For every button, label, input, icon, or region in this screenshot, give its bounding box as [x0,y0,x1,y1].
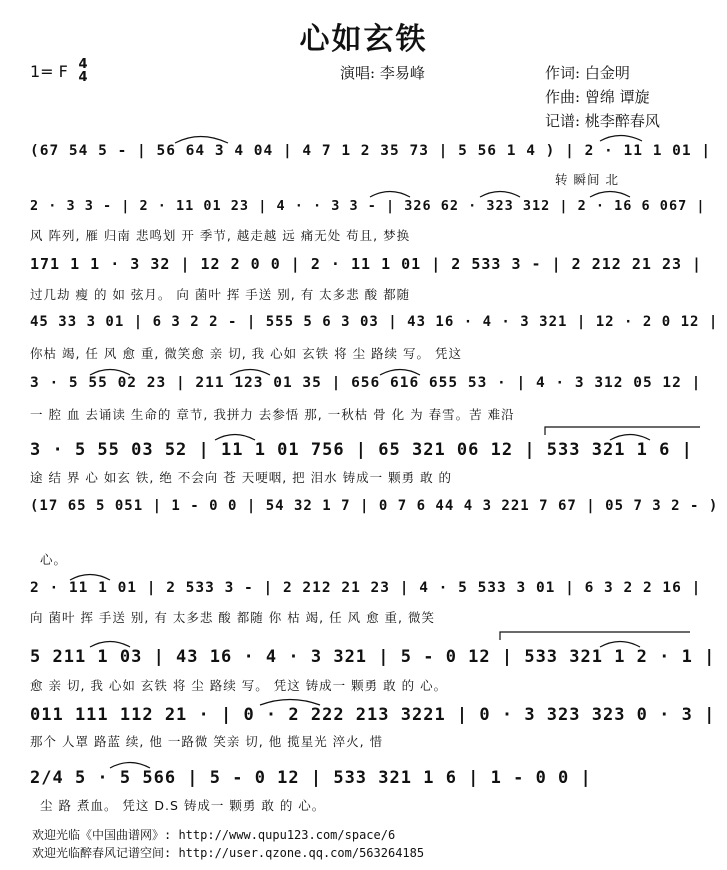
score-row-10-lyrics: 那个 人罩 路蓝 续, 他 一路微 笑亲 切, 他 揽星光 淬火, 惜 [30,734,384,749]
singer: 演唱: 李易峰 [340,64,425,82]
slur [230,370,270,376]
slur [480,192,520,198]
footer-line-1: 欢迎光临《中国曲谱网》: http://www.qupu123.com/space/6 [32,828,396,842]
slur [380,370,420,376]
score-row-8-lyrics: 向 菌叶 挥 手送 别, 有 太多悲 酸 都随 你 枯 竭, 任 风 愈 重, 微笑 [30,610,435,625]
volta-bracket [500,632,690,640]
score-row-5-lyrics: 一 腔 血 去诵读 生命的 章节, 我拼力 去参悟 那, 一秋枯 骨 化 为 春雪。苦 难沿 [30,407,515,422]
slur [90,370,130,376]
score-row-1-notes: (67 54 5 - | 56 64 3 4 04 | 4 7 1 2 35 73 | 5 56 1 4 ) | 2 · 11 1 01 | [30,143,712,159]
slur [215,435,255,441]
score-row-3-notes: 171 1 1 · 3 32 | 12 2 0 0 | 2 · 11 1 01 | 2 533 3 - | 2 212 21 23 | [30,255,703,273]
score-row-9-lyrics: 愈 亲 切, 我 心如 玄铁 将 尘 路续 写。 凭这 铸成一 颗勇 敢 的 心。 [30,678,448,693]
slur [70,575,110,581]
score-row-11-lyrics: 尘 路 煮血。 凭这 D.S 铸成一 颗勇 敢 的 心。 [40,798,326,813]
transcriber: 记谱: 桃李醉春风 [545,112,660,130]
slur [260,700,320,706]
footer-line-2: 欢迎光临醉春风记谱空间: http://user.qzone.qq.com/563264185 [32,846,425,860]
slur [590,192,630,198]
meter-bottom: 4 [78,70,88,85]
song-title: 心如玄铁 [299,22,428,57]
score-row-7-notes: (17 65 5 051 | 1 - 0 0 | 54 32 1 7 | 0 7 6 44 4 3 221 7 67 | 05 7 3 2 - ) [30,498,719,514]
slur [600,136,642,142]
composer: 作曲: 曾绵 谭旋 [545,88,650,106]
score-row-8-notes: 2 · 11 1 01 | 2 533 3 - | 2 212 21 23 | 4 · 5 533 3 01 | 6 3 2 2 16 | [30,580,702,596]
score-row-7-lyrics: 心。 [40,552,68,567]
score-row-2-lyrics: 风 阵列, 雁 归南 悲鸣划 开 季节, 越走越 远 痛无处 苟且, 梦换 [30,228,411,243]
score-row-3-lyrics: 过几劫 瘦 的 如 弦月。 向 菌叶 挥 手送 别, 有 太多悲 酸 都随 [30,287,411,302]
score-row-2-notes: 2 · 3 3 - | 2 · 11 01 23 | 4 · · 3 3 - | 326 62 · 323 312 | 2 · 16 6 067 | [30,198,706,214]
score-row-11-notes: 2/4 5 · 5 566 | 5 - 0 12 | 533 321 1 6 | 1 - 0 0 | [30,768,592,788]
slur [610,435,650,441]
key-signature: 1= F [30,62,68,81]
slur [600,642,640,648]
score-row-10-notes: 011 111 112 21 · | 0 · 2 222 213 3221 | 0 · 3 323 323 0 · 3 | [30,705,716,725]
slur [370,192,410,198]
lyricist: 作词: 白金明 [545,64,630,82]
slur [90,642,130,648]
score-row-9-notes: 5 211 1 03 | 43 16 · 4 · 3 321 | 5 - 0 12 | 533 321 1 2 · 1 | [30,647,716,667]
volta-bracket [545,427,700,435]
score-row-6-lyrics: 途 结 界 心 如玄 铁, 绝 不会向 苍 天哽咽, 把 泪水 铸成一 颗勇 敢 的 [30,470,453,485]
slur [110,763,150,769]
slur [175,137,228,144]
score-row-5-notes: 3 · 5 55 02 23 | 211 123 01 35 | 656 616 655 53 · | 4 · 3 312 05 12 | [30,375,702,391]
score-row-6-notes: 3 · 5 55 03 52 | 11 1 01 756 | 65 321 06 12 | 533 321 1 6 | [30,440,693,460]
score-row-4-lyrics: 你枯 竭, 任 风 愈 重, 微笑愈 亲 切, 我 心如 玄铁 将 尘 路续 写。 凭这 [30,346,462,361]
meter-top: 4 [78,57,88,72]
score-row-1-lyrics: 转 瞬间 北 [555,172,619,187]
score-row-4-notes: 45 33 3 01 | 6 3 2 2 - | 555 5 6 3 03 | 43 16 · 4 · 3 321 | 12 · 2 0 12 | [30,314,719,330]
